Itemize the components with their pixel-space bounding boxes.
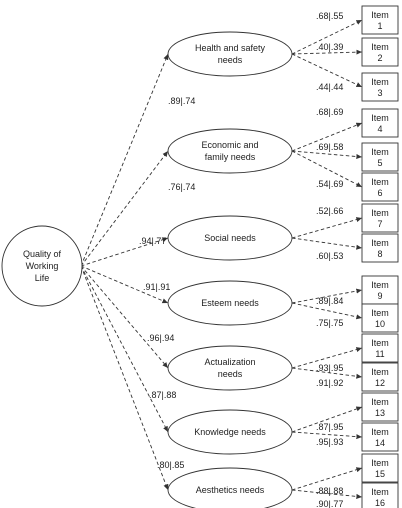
factor-label: Health and safety xyxy=(194,43,266,53)
item-loading: .88|.88 xyxy=(316,486,344,496)
root-label: Quality of xyxy=(22,249,62,259)
item-path xyxy=(292,218,362,238)
item-loading: .68|.55 xyxy=(316,11,344,21)
item-loading: .75|.75 xyxy=(316,318,344,328)
factor-node xyxy=(168,129,292,173)
factor-loading: .96|.94 xyxy=(147,333,175,343)
item-label: Item 2 xyxy=(371,42,389,63)
factor-label: Economic and xyxy=(201,140,259,150)
factor-label: Esteem needs xyxy=(201,298,259,308)
item-label: Item 14 xyxy=(371,427,389,448)
item-label: Item 3 xyxy=(371,77,389,98)
item-label: Item 12 xyxy=(371,367,389,388)
root-label: Working xyxy=(25,261,59,271)
factor-label: Aesthetics needs xyxy=(195,485,265,495)
item-label: Item 11 xyxy=(371,338,389,359)
item-path xyxy=(292,238,362,248)
item-loading: .60|.53 xyxy=(316,251,344,261)
item-loading: .90|.77 xyxy=(316,499,344,508)
item-label: Item 13 xyxy=(371,397,389,418)
item-label: Item 5 xyxy=(371,147,389,168)
item-path xyxy=(292,52,362,54)
factor-node xyxy=(168,346,292,390)
factor-label: Social needs xyxy=(204,233,256,243)
item-loading: .68|.69 xyxy=(316,107,344,117)
item-label: Item 4 xyxy=(371,113,389,134)
item-loading: .91|.92 xyxy=(316,378,344,388)
factor-loading: .87|.88 xyxy=(149,390,177,400)
item-loading: .87|.95 xyxy=(316,422,344,432)
item-label: Item 6 xyxy=(371,177,389,198)
factor-label: Actualization xyxy=(204,357,256,367)
item-label: Item 16 xyxy=(371,487,389,508)
factor-path xyxy=(81,151,168,266)
item-loading: .44|.44 xyxy=(316,82,344,92)
factor-node xyxy=(168,32,292,76)
item-label: Item 9 xyxy=(371,280,389,301)
item-label: Item 10 xyxy=(371,308,389,329)
factor-loading: .89|.74 xyxy=(168,96,196,106)
factor-label: needs xyxy=(217,369,243,379)
factor-label: family needs xyxy=(204,152,256,162)
factor-loading: .94|.77 xyxy=(139,236,167,246)
item-label: Item 1 xyxy=(371,10,389,31)
item-loading: .95|.93 xyxy=(316,437,344,447)
item-loading: .54|.69 xyxy=(316,179,344,189)
item-label: Item 15 xyxy=(371,458,389,479)
factor-loading: .91|.91 xyxy=(143,282,171,292)
factor-loading: .76|.74 xyxy=(168,182,196,192)
item-loading: .40|.39 xyxy=(316,42,344,52)
factor-label: needs xyxy=(217,55,243,65)
item-label: Item 7 xyxy=(371,208,389,229)
item-loading: .93|.95 xyxy=(316,363,344,373)
item-loading: .52|.66 xyxy=(316,206,344,216)
factor-loading: .80|.85 xyxy=(157,460,185,470)
item-loading: .69|.58 xyxy=(316,142,344,152)
item-loading: .89|.84 xyxy=(316,296,344,306)
item-label: Item 8 xyxy=(371,238,389,259)
factor-path xyxy=(81,54,168,266)
root-label: Life xyxy=(34,273,50,283)
factor-label: Knowledge needs xyxy=(194,427,266,437)
